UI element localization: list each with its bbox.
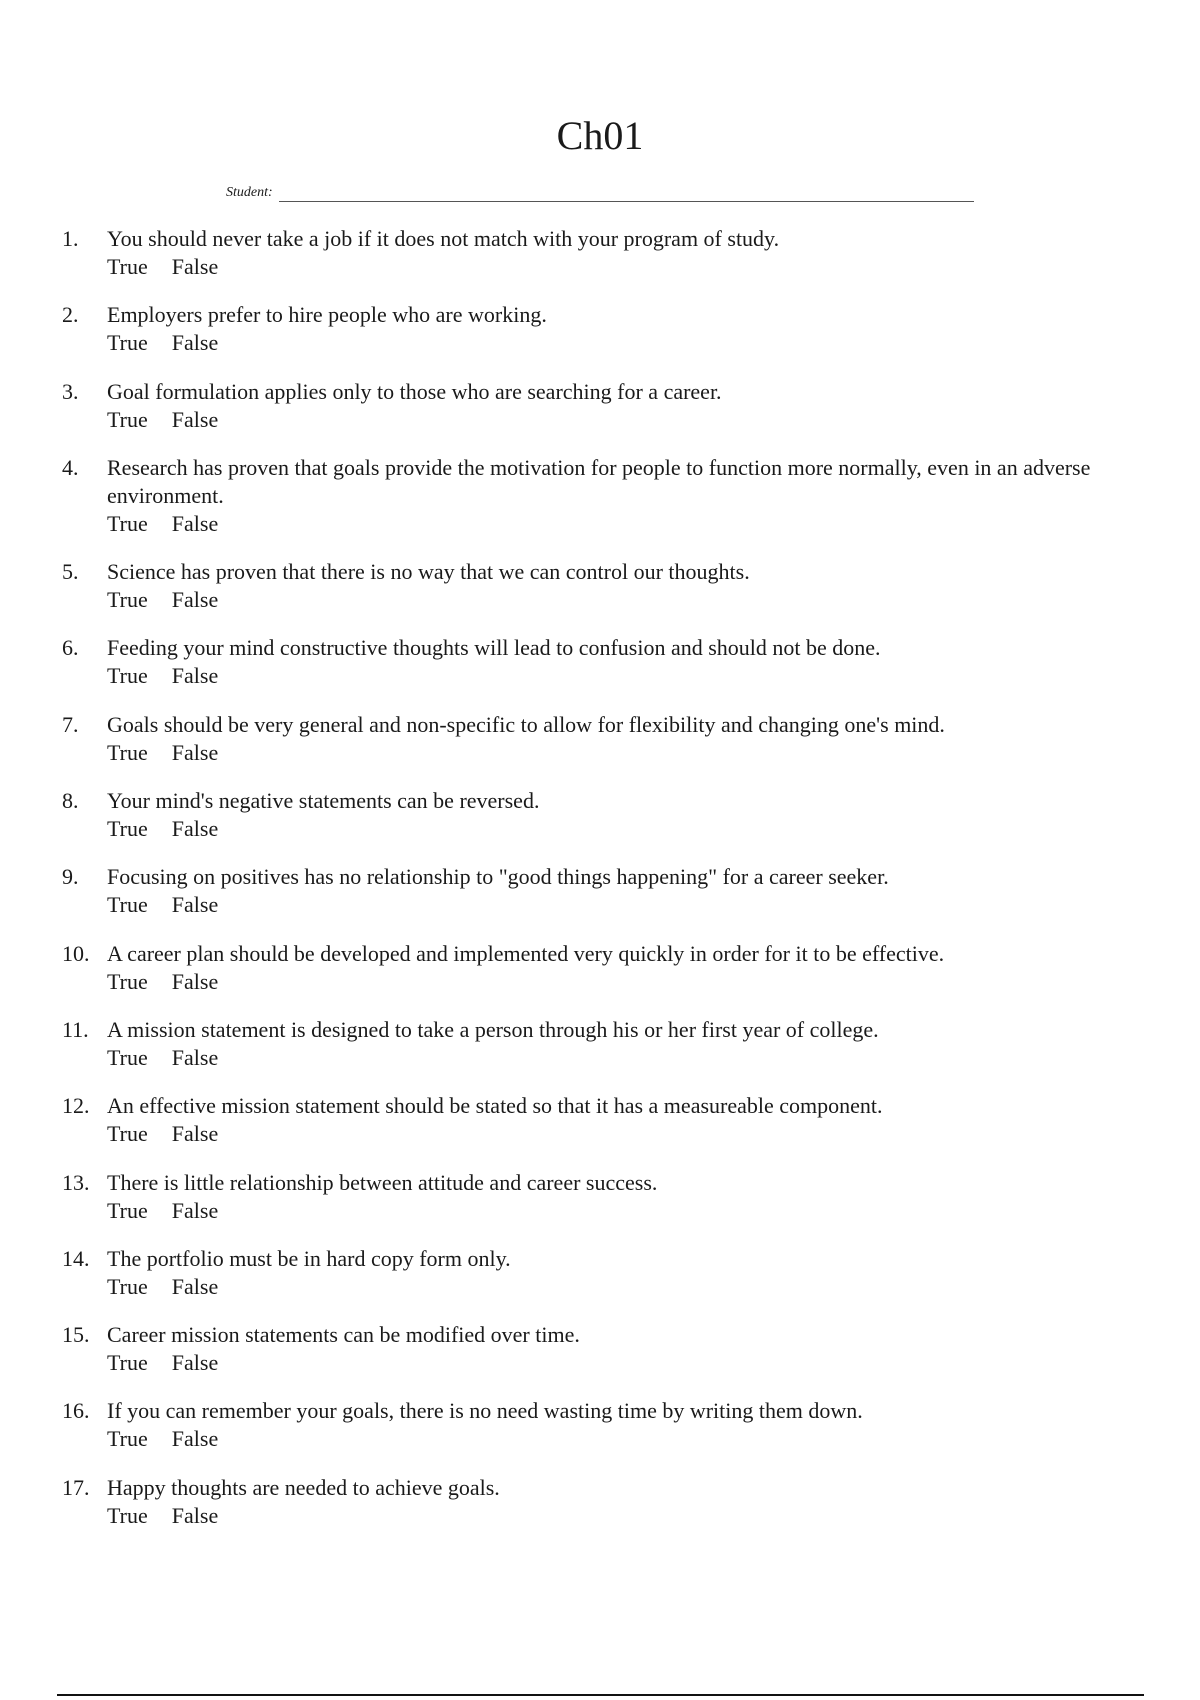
question-body xyxy=(107,634,1117,690)
answer-true[interactable]: True xyxy=(107,1121,148,1147)
question-body xyxy=(107,711,1117,767)
question-item xyxy=(0,378,1200,434)
question-item xyxy=(0,1245,1200,1301)
answer-true[interactable]: True xyxy=(107,968,148,994)
question-body xyxy=(107,1474,1117,1530)
question-item xyxy=(0,940,1200,996)
answer-false[interactable]: False xyxy=(171,1121,219,1147)
question-item xyxy=(0,1169,1200,1225)
answer-false[interactable]: False xyxy=(171,1350,219,1376)
answer-true[interactable]: True xyxy=(107,254,148,279)
answer-false[interactable]: False xyxy=(171,739,219,765)
answer-options xyxy=(107,662,1117,690)
question-item xyxy=(0,558,1200,614)
answer-true[interactable]: True xyxy=(107,510,148,536)
answer-false[interactable]: False xyxy=(171,1426,219,1452)
answer-false[interactable]: False xyxy=(171,587,219,613)
question-text: Focusing on positives has no relationship to "good things happening" for a career seeker. xyxy=(107,864,889,890)
answer-true[interactable]: True xyxy=(107,1426,148,1452)
question-number: 9. xyxy=(62,864,79,890)
question-text: Research has proven that goals provide the motivation for people to function more normally, even in an adverse environment. xyxy=(107,454,1091,508)
question-text: You should never take a job if it does not match with your program of study. xyxy=(107,226,780,251)
answer-options xyxy=(107,253,1117,281)
answer-false[interactable]: False xyxy=(171,1197,219,1223)
question-item xyxy=(0,711,1200,767)
question-item xyxy=(0,863,1200,919)
question-item xyxy=(0,1092,1200,1148)
answer-options xyxy=(107,586,1117,614)
question-body xyxy=(107,301,1117,357)
answer-false[interactable]: False xyxy=(171,330,219,356)
answer-options xyxy=(107,1197,1117,1225)
question-number: 12. xyxy=(62,1093,90,1119)
question-item xyxy=(0,1016,1200,1072)
answer-true[interactable]: True xyxy=(107,587,148,613)
question-text: Happy thoughts are needed to achieve goals. xyxy=(107,1474,500,1500)
question-list xyxy=(0,225,1200,1550)
answer-false[interactable]: False xyxy=(171,892,219,918)
question-text: A mission statement is designed to take a person through his or her first year of college. xyxy=(107,1016,879,1042)
answer-false[interactable]: False xyxy=(171,816,219,842)
question-number: 16. xyxy=(62,1398,90,1424)
question-body xyxy=(107,225,1117,281)
answer-true[interactable]: True xyxy=(107,1502,148,1528)
answer-options xyxy=(107,1425,1117,1453)
question-body xyxy=(107,1321,1117,1377)
answer-true[interactable]: True xyxy=(107,663,148,689)
question-text: If you can remember your goals, there is no need wasting time by writing them down. xyxy=(107,1398,863,1424)
answer-true[interactable]: True xyxy=(107,1044,148,1070)
answer-false[interactable]: False xyxy=(171,254,219,279)
answer-options xyxy=(107,968,1117,996)
question-body xyxy=(107,1016,1117,1072)
question-item xyxy=(0,225,1200,281)
question-body xyxy=(107,1169,1117,1225)
question-text: Goal formulation applies only to those who are searching for a career. xyxy=(107,378,722,404)
question-body xyxy=(107,1397,1117,1453)
question-number: 14. xyxy=(62,1245,90,1271)
question-number: 13. xyxy=(62,1169,90,1195)
question-number: 15. xyxy=(62,1322,90,1348)
answer-false[interactable]: False xyxy=(171,663,219,689)
question-item xyxy=(0,1321,1200,1377)
question-body xyxy=(107,787,1117,843)
student-name-line[interactable] xyxy=(279,184,974,202)
answer-options xyxy=(107,406,1117,434)
answer-options xyxy=(107,1273,1117,1301)
question-text: An effective mission statement should be stated so that it has a measureable component. xyxy=(107,1093,883,1119)
question-text: The portfolio must be in hard copy form only. xyxy=(107,1245,511,1271)
question-number: 17. xyxy=(62,1474,90,1500)
question-item xyxy=(0,454,1200,538)
question-number: 5. xyxy=(62,559,79,585)
answer-options xyxy=(107,1502,1117,1530)
question-number: 3. xyxy=(62,378,79,404)
question-text: Goals should be very general and non-specific to allow for flexibility and changing one's mind. xyxy=(107,711,945,737)
answer-false[interactable]: False xyxy=(171,1044,219,1070)
student-label: Student: xyxy=(226,185,273,200)
question-text: Career mission statements can be modified over time. xyxy=(107,1322,580,1348)
question-number: 10. xyxy=(62,940,90,966)
answer-options xyxy=(107,1120,1117,1148)
answer-false[interactable]: False xyxy=(171,968,219,994)
question-text: Science has proven that there is no way that we can control our thoughts. xyxy=(107,559,750,585)
question-item xyxy=(0,1474,1200,1530)
answer-false[interactable]: False xyxy=(171,1502,219,1528)
question-number: 4. xyxy=(62,454,79,480)
answer-options xyxy=(107,815,1117,843)
question-text: A career plan should be developed and implemented very quickly in order for it to be effective. xyxy=(107,940,945,966)
answer-options xyxy=(107,1349,1117,1377)
question-body xyxy=(107,863,1117,919)
answer-true[interactable]: True xyxy=(107,330,148,356)
question-body xyxy=(107,1092,1117,1148)
answer-true[interactable]: True xyxy=(107,1197,148,1223)
question-body xyxy=(107,378,1117,434)
question-text: Your mind's negative statements can be reversed. xyxy=(107,788,540,814)
question-body xyxy=(107,1245,1117,1301)
question-text: Feeding your mind constructive thoughts will lead to confusion and should not be done. xyxy=(107,635,881,661)
question-body xyxy=(107,558,1117,614)
answer-true[interactable]: True xyxy=(107,892,148,918)
footer-divider xyxy=(57,1694,1144,1696)
question-number: 6. xyxy=(62,635,79,661)
question-number: 11. xyxy=(62,1016,89,1042)
answer-options xyxy=(107,510,1117,538)
question-text: Employers prefer to hire people who are working. xyxy=(107,302,547,328)
answer-options xyxy=(107,329,1117,357)
question-text: There is little relationship between attitude and career success. xyxy=(107,1169,658,1195)
question-item xyxy=(0,787,1200,843)
question-body xyxy=(107,940,1117,996)
answer-options xyxy=(107,891,1117,919)
answer-true[interactable]: True xyxy=(107,1350,148,1376)
answer-true[interactable]: True xyxy=(107,406,148,432)
question-item xyxy=(0,634,1200,690)
answer-false[interactable]: False xyxy=(171,510,219,536)
question-number: 1. xyxy=(62,226,79,251)
question-item xyxy=(0,301,1200,357)
answer-true[interactable]: True xyxy=(107,816,148,842)
page-title: Ch01 xyxy=(556,113,644,158)
answer-false[interactable]: False xyxy=(171,1273,219,1299)
question-body xyxy=(107,454,1117,538)
answer-true[interactable]: True xyxy=(107,1273,148,1299)
student-field xyxy=(226,184,974,202)
question-item xyxy=(0,1397,1200,1453)
answer-false[interactable]: False xyxy=(171,406,219,432)
question-number: 8. xyxy=(62,788,79,814)
answer-options xyxy=(107,1044,1117,1072)
answer-true[interactable]: True xyxy=(107,739,148,765)
question-number: 2. xyxy=(62,302,79,328)
answer-options xyxy=(107,739,1117,767)
question-number: 7. xyxy=(62,711,79,737)
